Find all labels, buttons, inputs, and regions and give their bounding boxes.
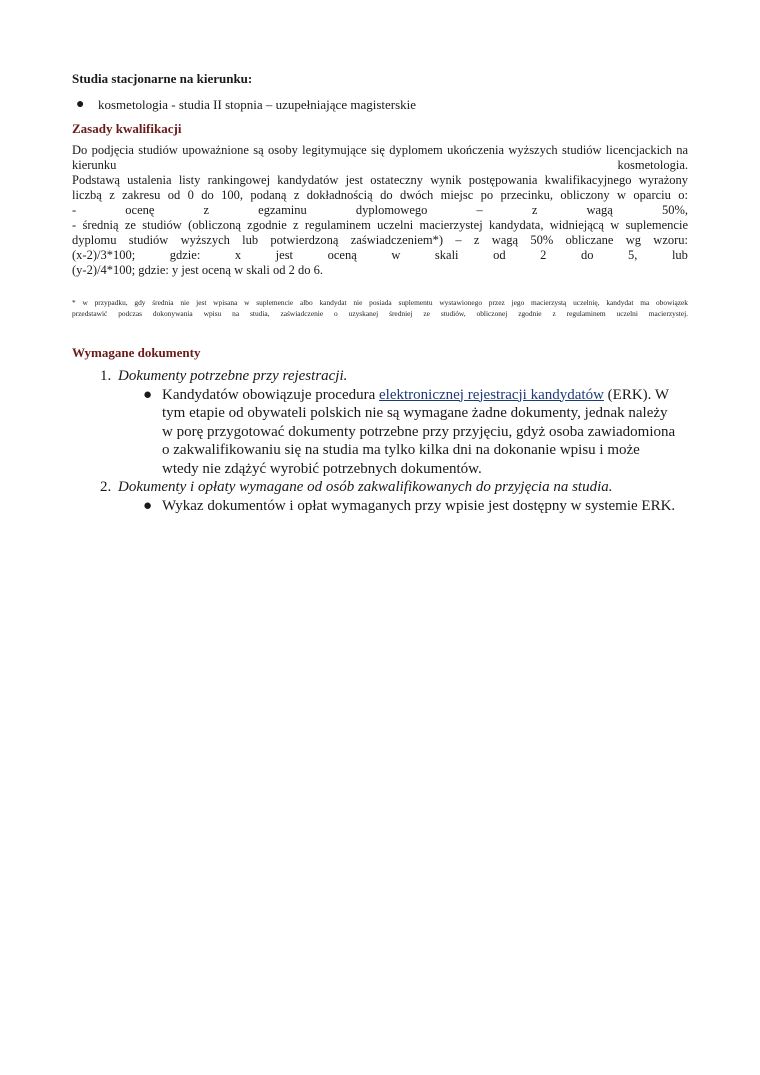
sub-list-item <box>72 497 692 516</box>
documents-heading: Wymagane dokumenty <box>72 345 201 360</box>
paragraph-word: 50%, <box>661 203 688 217</box>
paragraph-word: gdzie: <box>169 248 201 262</box>
paragraph-line <box>72 158 688 173</box>
sub-line: w porę przygotować dokumenty potrzebne przy przyjęciu, gdyż osoba zawiadomiona <box>162 423 676 440</box>
footnote-line: przedstawić podczas dokonywania wpisu na studia, zaświadczenie o uzyskanej średniej ze studiów, obliczonej zgodnie z regulaminem uczelni macierzystej. <box>72 309 688 318</box>
documents-list-item-1 <box>72 367 692 386</box>
paragraph-word: (x-2)/3*100; <box>72 248 136 262</box>
paragraph-line: Podstawą ustalenia listy rankingowej kandydatów jest ostateczny wynik postępowania kwalifikacyjnego wyrażony <box>72 173 688 187</box>
paragraph-word: kosmetologia. <box>617 158 688 172</box>
list-number: 1. <box>100 368 112 384</box>
paragraph-line: dyplomu studiów wyższych lub potwierdzoną zaświadczeniem*) – z wagą 50% obliczane wg wzoru: <box>72 233 688 247</box>
sub-line: tym etapie od obywateli polskich nie są wymagane żadne dokumenty, jednak należy <box>162 405 668 421</box>
paragraph-line <box>72 203 688 218</box>
bullet-icon: ● <box>143 497 153 514</box>
footnote-line: * w przypadku, gdy średnia nie jest wpisana w suplemencie albo kandydat nie posiada suplementu wystawionego przez jego macierzystą uczelnię, kandydat ma obowiązek <box>72 298 688 307</box>
paragraph-line: Do podjęcia studiów upoważnione są osoby legitymujące się dyplomem ukończenia wyższych studiów licencjackich na <box>72 143 688 157</box>
section-title: Studia stacjonarne na kierunku: <box>72 71 253 86</box>
paragraph-word: 5, <box>628 248 638 262</box>
paragraph-word: oceną <box>327 248 357 262</box>
documents-list-item-2 <box>72 478 692 497</box>
erk-link[interactable]: elektronicznej rejestracji kandydatów <box>379 386 604 403</box>
program-label: kosmetologia - studia II stopnia – uzupełniające magisterskie <box>98 97 417 112</box>
paragraph-word: dyplomowego <box>355 203 428 217</box>
paragraph-word: x <box>234 248 242 262</box>
list-number: 2. <box>100 479 112 495</box>
paragraph-word: do <box>580 248 594 262</box>
list-item-title: Dokumenty i opłaty wymagane od osób zakwalifikowanych do przyjęcia na studia. <box>118 479 613 495</box>
paragraph-word: z <box>531 203 538 217</box>
paragraph-word: wagą <box>586 203 613 217</box>
qualification-heading: Zasady kwalifikacji <box>72 121 182 136</box>
sub-line: Wykaz dokumentów i opłat wymaganych przy wpisie jest dostępny w systemie ERK. <box>162 497 676 514</box>
bullet-icon: ● <box>143 386 153 403</box>
paragraph-word: od <box>493 248 506 262</box>
qualification-paragraph <box>72 143 688 278</box>
footnote <box>72 297 688 319</box>
documents-list <box>72 367 692 515</box>
bullet-icon: ● <box>76 97 85 112</box>
sub-line <box>162 386 692 405</box>
sub-text: Kandydatów obowiązuje procedura <box>162 386 380 403</box>
paragraph-line: (y-2)/4*100; gdzie: y jest oceną w skali od 2 do 6. <box>72 263 323 277</box>
paragraph-line <box>72 248 688 263</box>
sub-list-item <box>72 386 692 479</box>
paragraph-word: z <box>203 203 210 217</box>
paragraph-word: lub <box>671 248 688 262</box>
paragraph-word: 2 <box>540 248 547 262</box>
paragraph-word: – <box>476 203 483 217</box>
paragraph-word: skali <box>434 248 459 262</box>
program-list-item <box>76 97 417 113</box>
sub-line: wtedy nie zdążyć wyrobić potrzebnych dokumentów. <box>162 460 482 477</box>
sub-line: o zakwalifikowaniu się na studia ma tylko kilka dni na dokonanie wpisu i może <box>162 442 640 458</box>
list-item-title: Dokumenty potrzebne przy rejestracji. <box>118 368 348 384</box>
paragraph-word: jest <box>275 248 294 262</box>
paragraph-word: kierunku <box>72 158 117 172</box>
paragraph-word: w <box>391 248 401 262</box>
paragraph-word: - <box>72 203 77 217</box>
paragraph-word: ocenę <box>125 203 155 217</box>
paragraph-line: liczbą z zakresu od 0 do 100, podaną z dokładnością do dwóch miejsc po przecinku, obliczony w oparciu o: <box>72 188 688 202</box>
paragraph-word: egzaminu <box>258 203 307 217</box>
paragraph-line: - średnią ze studiów (obliczoną zgodnie z regulaminem uczelni macierzystej kandydata, widniejącą w suplemencie <box>72 218 688 232</box>
sub-text: (ERK). W <box>603 386 670 403</box>
